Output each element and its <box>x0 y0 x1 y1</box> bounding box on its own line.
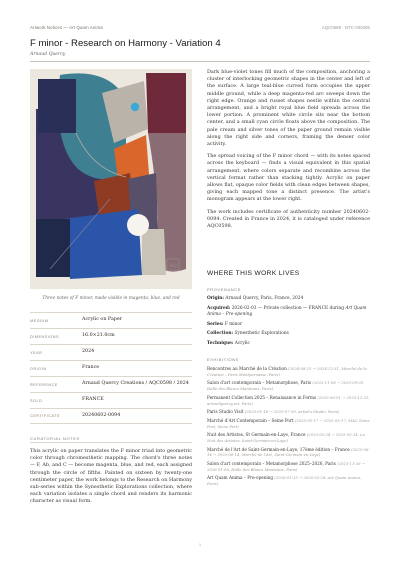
exhibition-name: Marché de l'Art de Saint-Germain-en-Laye, 17ème édition – France <box>207 446 350 452</box>
acquired-event: Art Quam Anima – Pre-opening <box>207 305 367 317</box>
spec-key: SOLD <box>30 398 43 403</box>
spec-row-medium <box>30 312 192 328</box>
brand-label: Artwork Notices — Art Quam Anima <box>30 25 103 30</box>
spec-key: MEDIUM <box>30 318 49 323</box>
artist-name: Arnaud Quercy <box>30 52 66 57</box>
spec-table <box>30 312 192 424</box>
exhibitions-label: EXHIBITIONS <box>207 357 239 362</box>
exhibition-item <box>207 409 370 415</box>
exhibition-meta: (2026-01-15 → 2026-02-28, Art Quam Anima, Paris) <box>207 475 362 487</box>
spec-row-certificate <box>30 408 192 424</box>
where-heading: WHERE THIS WORK LIVES <box>207 270 300 277</box>
exhibition-name: Paris Studio Visit <box>207 409 244 415</box>
exhibition-name: Nuit des Artistes, St Germain-en-Laye, France <box>207 432 306 438</box>
exhibition-meta: (2025-05-24 → 2025-05-24, La Nuit des Artistes, Saint-Germain-en-Laye) <box>207 432 365 444</box>
exhibitions-list <box>207 366 370 490</box>
spec-key: CERTIFICATE <box>30 414 61 418</box>
description-column <box>207 69 370 235</box>
spec-key: YEAR <box>30 350 43 355</box>
artwork-caption: Three notes of F minor, made visible in magenta, blue, and red <box>42 296 180 301</box>
exhibition-name: Art Quam Anima – Pre-opening <box>207 475 274 481</box>
deep-navy-block <box>36 219 70 277</box>
exhibition-item <box>207 475 370 487</box>
spec-row-dimensions <box>30 328 192 344</box>
spec-value: FRANCE <box>82 397 104 403</box>
exhibition-item <box>207 395 370 407</box>
exhibition-item <box>207 447 370 459</box>
navy-block <box>38 79 76 133</box>
curatorial-label: CURATORIAL NOTES <box>30 436 80 441</box>
description-paragraph: The spread voicing of the F minor chord — with its notes spaced across the keyboard — finds a visual equivalent in this spatial arrangement, where colors separate and recombine across the vertical format rather than stacking tightly. Acrylic on paper allows flat, opaque color fields with clean edges between shapes, giving each mapped tone a distinct presence. The artist's monogram appears at the lower right. <box>207 153 370 203</box>
spec-value: 2024 <box>82 349 95 355</box>
exhibition-item <box>207 380 370 392</box>
artist-monogram: AQ <box>169 263 177 269</box>
series-value: F minor <box>224 321 243 327</box>
artwork-title: F minor - Research on Harmony - Variation 4 <box>30 38 221 49</box>
description-paragraph: Dark blue-violet tones fill much of the composition, anchoring a cluster of interlocking geometric shapes in the center and left of the surface. A large teal-blue curved form occupies the upper middle ground, while a deep magenta-red arc sweeps down the right edge. Orange and russet shapes nestle within the central arrangement, and a bright royal blue field spreads across the lower portion. A prominent white circle sits near the bottom center, and a small cyan circle floats above the composition. The pale cream and silver tones of the paper ground remain visible along the right side and corners, framing the denser color activity. <box>207 69 370 148</box>
curatorial-text: This acrylic on paper translates the F minor triad into geometric color through chromesthetic mapping. The chord's three notes — F, Ab, and C — become magenta, blue, and red, each assigned through the circle of fifths. Painted on sixteen by twenty-one centimeter paper, the work belongs to the Research on Harmony sub-series within the Synesthetic Explorations collection, where each variation isolates a single chord and renders its harmonic character as visual form. <box>30 448 192 505</box>
curatorial-divider <box>30 442 192 443</box>
exhibition-name: Salon d'art contemporain – Metamorphose, Paris <box>207 380 312 386</box>
exhibition-item <box>207 418 370 430</box>
spec-value: Arnaud Quercy Creations / AQC0598 / 2024 <box>82 381 189 387</box>
header-bar <box>30 25 370 30</box>
exhibition-meta: (2024-08-25 → 2024-12-31, Marché de la Création – Paris Montparnasse, Paris) <box>207 366 367 377</box>
exhibition-item <box>207 461 370 473</box>
provenance-list <box>207 296 370 350</box>
cyan-circle <box>131 103 139 111</box>
origin-key: Origin: <box>207 296 224 301</box>
exhibition-meta: (2025-11-26 → 2026-01-06, Halle des Blancs Manteaux, Paris) <box>207 460 365 472</box>
exhibition-meta: (2025-11-06 → 2025-09-05, Halle des Blancs Manteaux, Paris) <box>207 380 365 392</box>
acquired-value: 2026-02-03 — Private collection — FRANCE during <box>231 305 344 311</box>
exhibition-name: Salon d'art contemporain – Metamorphose 2025–2026, Paris <box>207 460 336 466</box>
description-paragraph: The work includes certificate of authenticity number 20240602-0094. Created in France in 2024, it is cataloged under reference AQC0598. <box>207 208 370 230</box>
magenta-block <box>146 73 186 133</box>
exhibition-meta: (2025-06-01 → 2025-12-31, artandquercy.art, Paris) <box>207 394 370 406</box>
spec-row-sold <box>30 392 192 408</box>
spec-key: REFERENCE <box>30 382 58 387</box>
exhibition-meta: (2025-05-17 → 2025-05-17, MAC Seine Port, Seine Port) <box>207 417 370 429</box>
spec-value: 16.0×21.0cm <box>82 333 115 339</box>
reference-code: AQC0598 · NTC-000295 <box>321 25 370 30</box>
spec-key: DIMENSIONS <box>30 334 60 339</box>
spec-row-year <box>30 344 192 360</box>
exhibition-name: Permanent Collection 2025 – Renaissance in Forms <box>207 394 317 400</box>
technique-key: Technique: <box>207 340 234 346</box>
series-key: Series: <box>207 321 224 327</box>
acquired-key: Acquired: <box>207 305 231 311</box>
spec-key: ORIGIN <box>30 366 47 371</box>
white-circle <box>127 214 149 236</box>
exhibition-item <box>207 432 370 444</box>
title-divider <box>30 61 370 62</box>
exhibition-name: Rencontres au Marché de la Création <box>207 366 287 371</box>
spec-row-origin <box>30 360 192 376</box>
provenance-series <box>207 322 370 328</box>
exhibition-meta: (2025-01-16 → 2025-07-30, Artist's Studio, Paris) <box>244 409 340 415</box>
technique-value: Acrylic <box>234 340 250 346</box>
exhibition-item <box>207 366 370 378</box>
collection-key: Collection: <box>207 331 234 337</box>
artwork-image <box>30 69 192 289</box>
provenance-technique <box>207 341 370 347</box>
provenance-acquired <box>207 306 370 319</box>
pale-block <box>142 229 166 275</box>
provenance-collection <box>207 331 370 337</box>
exhibition-name: Marché d'Art Contemporain – Seine Port <box>207 417 294 423</box>
exhibition-meta: (2025-06-14 → 2025-06-14, Marché de l'Art, Saint-Germain-en-Laye) <box>207 446 370 458</box>
page-number: 1 <box>198 542 202 547</box>
collection-value: Synesthetic Explorations <box>234 331 289 337</box>
spec-value: France <box>82 365 100 371</box>
provenance-origin <box>207 296 370 302</box>
artwork-painting <box>30 69 192 289</box>
origin-value: Arnaud Quercy, Paris, France, 2024 <box>225 296 304 301</box>
spec-value: Acrylic on Paper <box>82 317 123 323</box>
provenance-label: PROVENANCE <box>207 287 242 292</box>
spec-value: 20240602-0094 <box>82 412 121 418</box>
spec-row-reference <box>30 376 192 392</box>
